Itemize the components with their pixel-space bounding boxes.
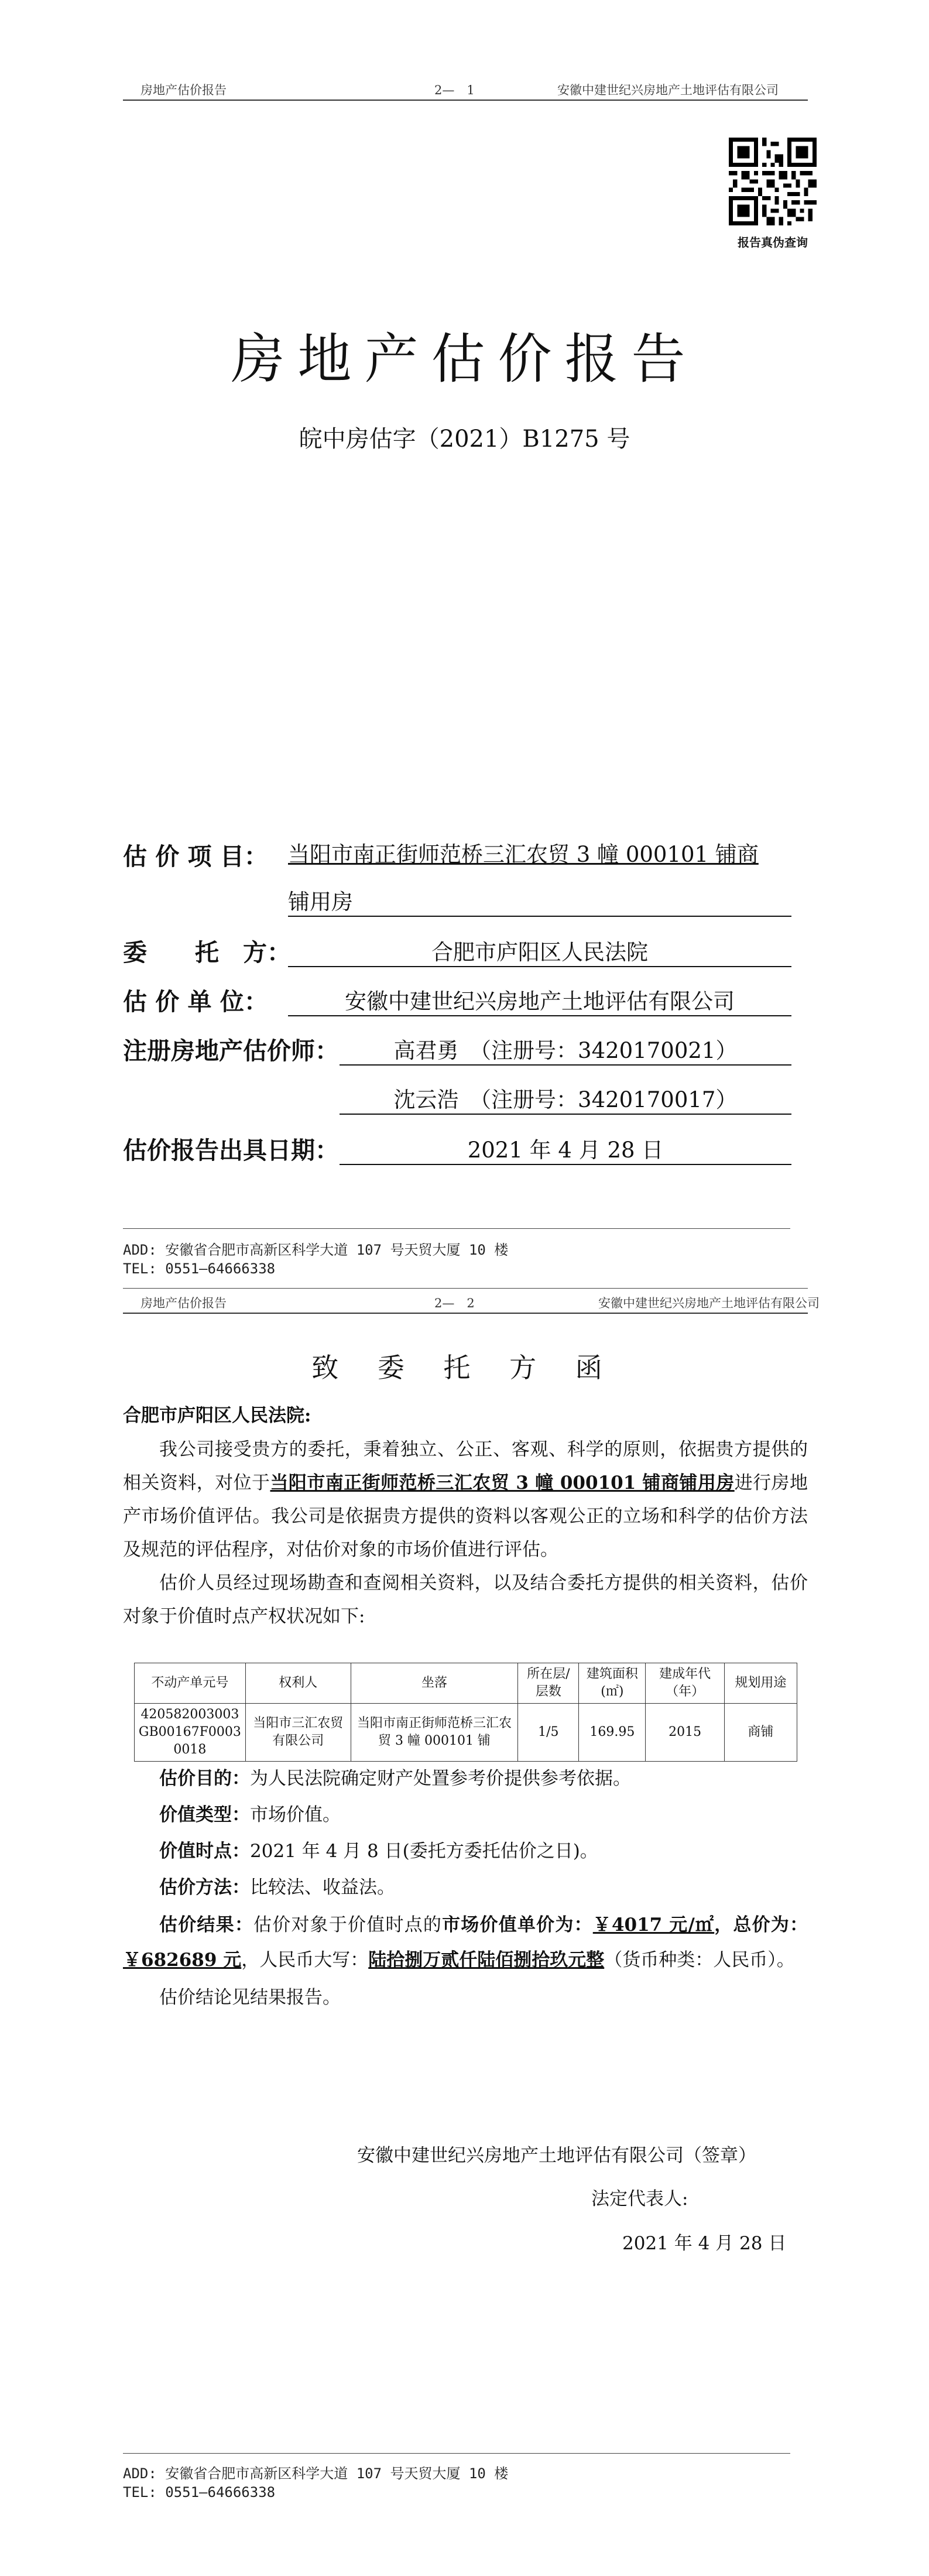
value-type-label: 价值类型： <box>159 1804 250 1825</box>
value-type-value: 市场价值。 <box>250 1804 341 1825</box>
appraiser-1: 高君勇 （注册号：3420170021） <box>340 1033 791 1066</box>
value-time-value: 2021 年 4 月 8 日(委托方委托估价之日)。 <box>250 1841 598 1862</box>
table-header-cell: 不动产单元号 <box>135 1663 246 1704</box>
result-paragraph <box>123 1907 808 1978</box>
result-text-b: 市场价值单价为： <box>442 1914 593 1936</box>
page-separator <box>123 1288 808 1289</box>
client-value: 合肥市庐阳区人民法院 <box>288 934 791 967</box>
footer-tel: TEL: 0551—64666338 <box>123 1260 276 1277</box>
table-header-cell: 规划用途 <box>724 1663 797 1704</box>
qr-code-icon[interactable] <box>729 138 817 225</box>
letter-title: 致 委 托 方 函 <box>311 1352 618 1383</box>
table-cell: 2015 <box>646 1704 724 1762</box>
table-header-cell: 所在层/层数 <box>518 1663 579 1704</box>
value-type-line <box>123 1799 808 1832</box>
footer-address: ADD: 安徽省合肥市高新区科学大道 107 号天贸大厦 10 楼 <box>123 2465 509 2482</box>
header-right: 安徽中建世纪兴房地产土地评估有限公司 <box>598 1296 820 1310</box>
header-page-number: 2— 1 <box>434 83 475 97</box>
table-header-cell: 建筑面积(㎡) <box>579 1663 646 1704</box>
table-cell: 420582003003GB00167F00030018 <box>135 1704 246 1762</box>
table-cell: 1/5 <box>518 1704 579 1762</box>
table-cell: 当阳市南正街师范桥三汇农贸 3 幢 000101 铺 <box>351 1704 518 1762</box>
purpose-line <box>123 1762 808 1796</box>
issue-date-label: 估价报告出具日期： <box>123 1136 339 1164</box>
header-rule <box>123 100 808 101</box>
total-price: ￥682689 元 <box>123 1950 242 1971</box>
qr-caption: 报告真伪查询 <box>738 235 808 249</box>
result-text-a: 估价对象于价值时点的 <box>253 1914 443 1936</box>
project-label: 估 价 项 目： <box>123 842 268 871</box>
unit-price: ￥4017 元/㎡ <box>592 1914 715 1936</box>
header-left: 房地产估价报告 <box>140 83 227 97</box>
header-page-number: 2— 2 <box>434 1296 475 1310</box>
purpose-label: 估价目的： <box>159 1768 250 1789</box>
footer-address: ADD: 安徽省合肥市高新区科学大道 107 号天贸大厦 10 楼 <box>123 1242 509 1258</box>
project-value-line1: 当阳市南正街师范桥三汇农贸 3 幢 000101 铺商 <box>288 842 759 867</box>
table-header-cell: 建成年代（年） <box>646 1663 724 1704</box>
unit-label: 估 价 单 位： <box>123 988 268 1016</box>
signature-representative: 法定代表人: <box>591 2188 688 2210</box>
method-line <box>123 1871 808 1904</box>
table-header-cell: 权利人 <box>245 1663 351 1704</box>
header-rule <box>123 1313 808 1314</box>
property-table <box>134 1663 797 1762</box>
appraiser-label: 注册房地产估价师： <box>123 1037 339 1065</box>
table-cell: 当阳市三汇农贸有限公司 <box>245 1704 351 1762</box>
value-time-label: 价值时点： <box>159 1841 250 1862</box>
issue-date-value: 2021 年 4 月 28 日 <box>340 1132 791 1165</box>
project-value-line2: 铺用房 <box>288 884 791 917</box>
table-header-cell: 坐落 <box>351 1663 518 1704</box>
report-number: 皖中房估字（2021）B1275 号 <box>299 426 630 453</box>
footer-rule <box>123 1228 790 1229</box>
header-left: 房地产估价报告 <box>140 1296 227 1310</box>
letter-addressee: 合肥市庐阳区人民法院: <box>123 1405 311 1426</box>
signature-company: 安徽中建世纪兴房地产土地评估有限公司（签章） <box>357 2145 756 2166</box>
result-text-e: （货币种类：人民币）。 <box>604 1950 795 1971</box>
table-cell: 商铺 <box>724 1704 797 1762</box>
total-price-chinese: 陆拾捌万贰仟陆佰捌拾玖元整 <box>368 1950 605 1971</box>
appraiser-2: 沈云浩 （注册号：3420170017） <box>340 1082 791 1115</box>
table-cell: 169.95 <box>579 1704 646 1762</box>
letter-paragraph-2: 估价人员经过现场勘查和查阅相关资料，以及结合委托方提供的相关资料，估价对象于价值时点产权状况如下: <box>123 1573 808 1627</box>
unit-value: 安徽中建世纪兴房地产土地评估有限公司 <box>288 984 791 1016</box>
method-value: 比较法、收益法。 <box>250 1877 395 1898</box>
conclusion-line: 估价结论见结果报告。 <box>159 1987 341 2008</box>
letter-paragraph-1 <box>123 1433 808 1567</box>
footer-tel: TEL: 0551—64666338 <box>123 2484 276 2500</box>
table-header-row <box>135 1663 797 1704</box>
property-address-highlight: 当阳市南正街师范桥三汇农贸 3 幢 000101 铺商铺用房 <box>270 1472 735 1493</box>
result-text-c: ，总价为： <box>714 1914 808 1936</box>
paragraph-1-text-c: 进行房地产市场价值评估。我公司是依据贵方提供的资料以客观公正的立场和科学的估价方法及规范的评估程序，对估价对象的市场价值进行评估。 <box>123 1472 808 1560</box>
purpose-value: 为人民法院确定财产处置参考价提供参考依据。 <box>250 1768 631 1789</box>
signature-date: 2021 年 4 月 28 日 <box>622 2233 787 2254</box>
client-label: 委 托 方： <box>123 938 291 967</box>
footer-rule <box>123 2453 790 2454</box>
header-right: 安徽中建世纪兴房地产土地评估有限公司 <box>557 83 779 97</box>
result-text-d: ，人民币大写： <box>241 1950 369 1971</box>
paragraph-1-text-a: 我公司接受贵方的委托，秉着独立、公正、客观、科学的原则，依据贵方提供的相关资料，对位于 <box>123 1439 808 1493</box>
value-time-line <box>123 1835 808 1868</box>
method-label: 估价方法： <box>159 1877 250 1898</box>
report-title: 房地产估价报告 <box>231 328 698 390</box>
table-row <box>135 1704 797 1762</box>
result-label: 估价结果： <box>159 1914 254 1936</box>
